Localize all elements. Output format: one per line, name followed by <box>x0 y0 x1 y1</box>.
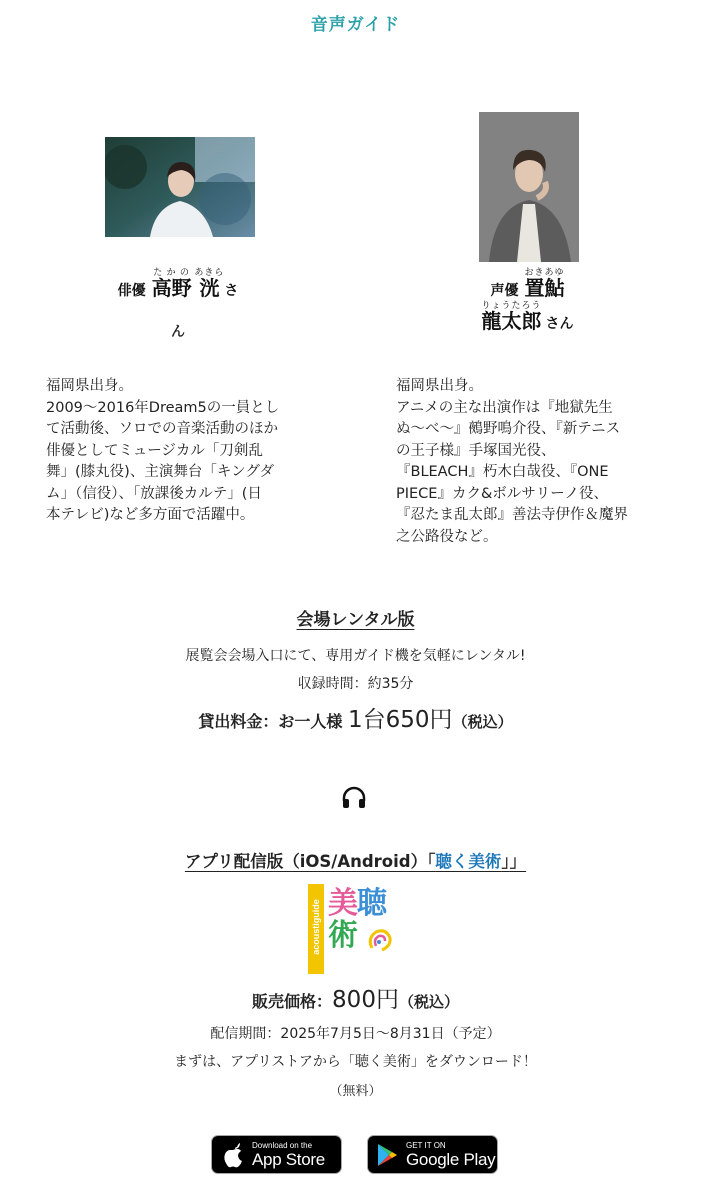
google-play-big: Google Play <box>406 1149 496 1169</box>
honorific: さん <box>545 316 574 332</box>
guide-bio-takano: 福岡県出身。 2009〜2016年Dream5の一員とし て活動後、ソロでの音楽活動のほか 俳優としてミュージカル「刀剣乱 舞」(膝丸役)、主演舞台「キングダ ム」（信役）、「放課後カルテ」(日 本テレビ)など多方面で活躍中。 <box>46 378 280 523</box>
logo-kanji: 美聴 術 <box>328 886 386 953</box>
honorific-wrap: ん <box>171 324 185 340</box>
rental-description: 展覧会会場入口にて、専用ガイド機を気軽にレンタル! <box>185 648 526 664</box>
app-store-badge[interactable] <box>211 1135 342 1174</box>
guide-bio-okiayu: 福岡県出身。 アニメの主な出演作は『地獄先生 ぬ〜べ〜』鵺野鳴介役、『新テニス の王子様』手塚国光役、 『BLEACH』朽木白哉役、『ONE PIECE』カク&ボルサリーノ役、 『忍たま乱太郎』善法寺伊作＆魔界 之公路役など。 <box>396 378 628 545</box>
rental-duration: 収録時間：約35分 <box>297 676 414 692</box>
guide-role: 俳優 <box>117 283 146 299</box>
guide-name-takano <box>88 268 268 301</box>
logo-side-band <box>308 884 324 974</box>
google-play-icon <box>376 1143 398 1167</box>
logo-ear-mark <box>364 926 394 960</box>
guide-name-okiayu <box>440 268 615 334</box>
name-part: 龍太郎りょうたろう <box>481 301 542 333</box>
logo-side-text: acoustiguide <box>311 899 321 955</box>
guide-role: 声優 <box>490 283 519 299</box>
rental-price: 貸出料金：お一人様 1台650円（税込） <box>198 707 513 733</box>
name-part: 置鮎おきあゆ <box>524 268 565 300</box>
app-link-kiku-bijutsu[interactable]: 聴く美術 <box>435 852 502 871</box>
headphones-icon <box>341 785 367 809</box>
app-period: 配信期間：2025年7月5日〜8月31日（予定） <box>210 1026 501 1042</box>
guide-photo-takano <box>105 137 255 237</box>
section-title: 音声ガイド <box>310 15 401 35</box>
app-store-small: Download on the <box>252 1140 313 1150</box>
google-play-badge[interactable] <box>367 1135 498 1174</box>
app-logo <box>308 884 398 974</box>
app-free-note: （無料） <box>329 1084 382 1099</box>
name-part: 高野たかの <box>151 268 192 300</box>
app-price: 販売価格：800円（税込） <box>252 987 459 1013</box>
name-part: 洸あきら <box>194 268 225 300</box>
google-play-small: GET IT ON <box>406 1140 446 1150</box>
app-store-big: App Store <box>252 1149 325 1169</box>
apple-icon <box>222 1142 244 1168</box>
guide-photo-okiayu <box>479 112 579 262</box>
rental-title: 会場レンタル版 <box>296 610 415 630</box>
app-title: アプリ配信版（iOS/Android）「聴く美術」」 <box>184 852 527 871</box>
app-download-text: まずは、アプリストアから「聴く美術」をダウンロード！ <box>174 1054 537 1070</box>
honorific: さ <box>224 283 239 299</box>
